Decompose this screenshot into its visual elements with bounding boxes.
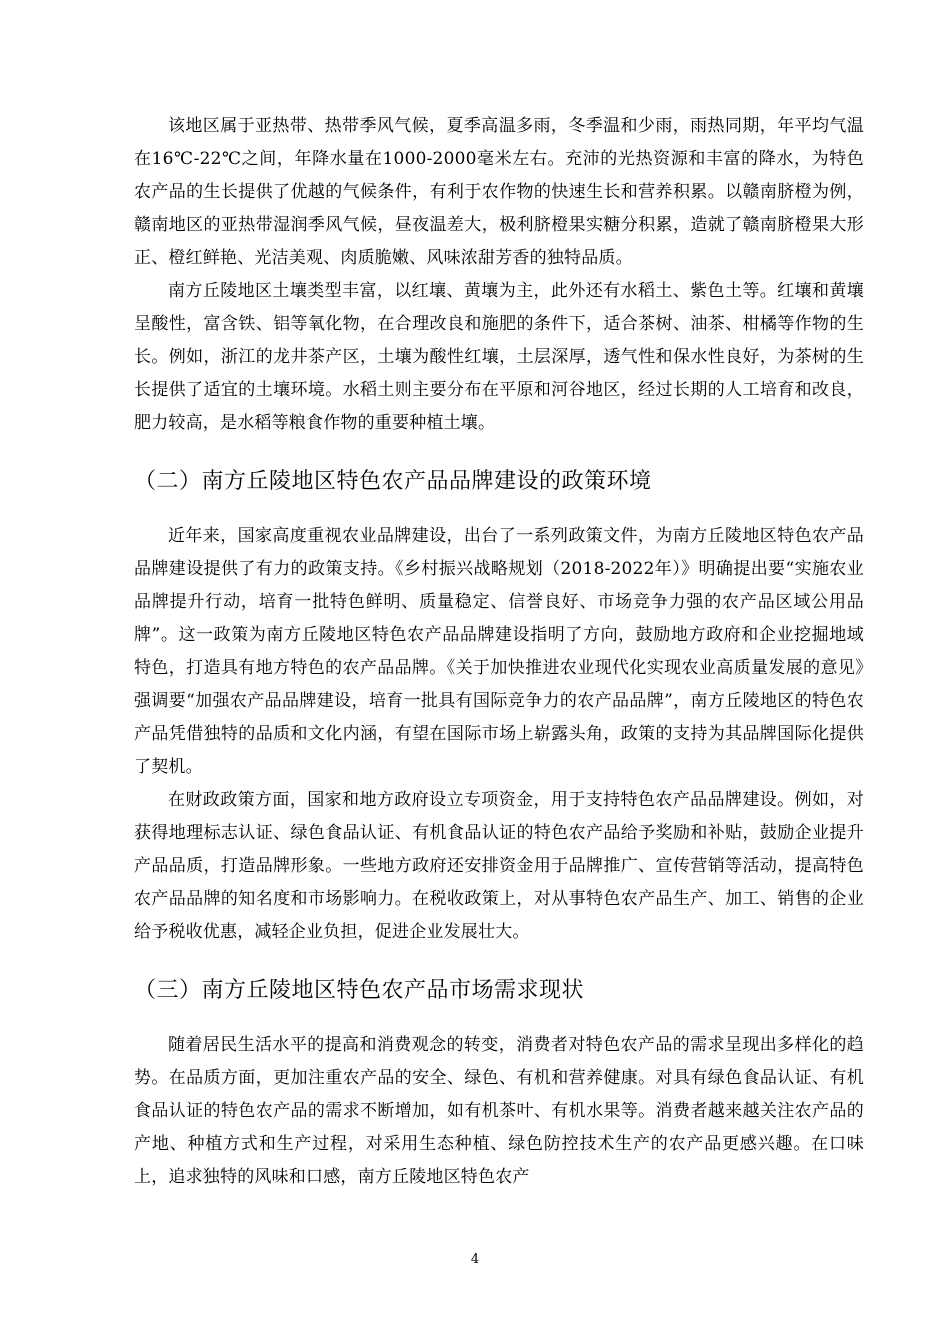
body-paragraph: 近年来，国家高度重视农业品牌建设，出台了一系列政策文件，为南方丘陵地区特色农产品品牌建设提供了有力的政策支持。《乡村振兴战略规划（2018-2022年）》明确提出要“实施农业品牌提升行动，培育一批特色鲜明、质量稳定、信誉良好、市场竞争力强的农产品区域公用品牌”。这一政策为南方丘陵地区特色农产品品牌建设指明了方向，鼓励地方政府和企业挖掘地域特色，打造具有地方特色的农产品品牌。《关于加快推进农业现代化实现农业高质量发展的意见》强调要“加强农产品品牌建设，培育一批具有国际竞争力的农产品品牌”，南方丘陵地区的特色农产品凭借独特的品质和文化内涵，有望在国际市场上崭露头角，政策的支持为其品牌国际化提供了契机。	[134, 526, 864, 777]
body-paragraph: 随着居民生活水平的提高和消费观念的转变，消费者对特色农产品的需求呈现出多样化的趋势。在品质方面，更加注重农产品的安全、绿色、有机和营养健康。对具有绿色食品认证、有机食品认证的特色农产品的需求不断增加，如有机茶叶、有机水果等。消费者越来越关注农产品的产地、种植方式和生产过程，对采用生态种植、绿色防控技术生产的农产品更感兴趣。在口味上，追求独特的风味和口感，南方丘陵地区特色农产	[134, 1035, 864, 1187]
body-paragraph: 南方丘陵地区土壤类型丰富，以红壤、黄壤为主，此外还有水稻土、紫色土等。红壤和黄壤呈酸性，富含铁、铝等氧化物，在合理改良和施肥的条件下，适合茶树、油茶、柑橘等作物的生长。例如，浙江的龙井茶产区，土壤为酸性红壤，土层深厚，透气性和保水性良好，为茶树的生长提供了适宜的土壤环境。水稻土则主要分布在平原和河谷地区，经过长期的人工培育和改良，肥力较高，是水稻等粮食作物的重要种植土壤。	[134, 281, 864, 433]
page-content	[134, 110, 864, 1194]
body-paragraph: 在财政政策方面，国家和地方政府设立专项资金，用于支持特色农产品品牌建设。例如，对获得地理标志认证、绿色食品认证、有机食品认证的特色农产品给予奖励和补贴，鼓励企业提升产品品质，打造品牌形象。一些地方政府还安排资金用于品牌推广、宣传营销等活动，提高特色农产品品牌的知名度和市场影响力。在税收政策上，对从事特色农产品生产、加工、销售的企业给予税收优惠，减轻企业负担，促进企业发展壮大。	[134, 790, 864, 942]
body-paragraph: 该地区属于亚热带、热带季风气候，夏季高温多雨，冬季温和少雨，雨热同期，年平均气温在16℃-22℃之间，年降水量在1000-2000毫米左右。充沛的光热资源和丰富的降水，为特色农产品的生长提供了优越的气候条件，有利于农作物的快速生长和营养积累。以赣南脐橙为例，赣南地区的亚热带湿润季风气候，昼夜温差大，极利脐橙果实糖分积累，造就了赣南脐橙果大形正、橙红鲜艳、光洁美观、肉质脆嫩、风味浓甜芳香的独特品质。	[134, 116, 864, 268]
section-heading: （二）南方丘陵地区特色农产品品牌建设的政策环境	[134, 469, 652, 494]
section-heading: （三）南方丘陵地区特色农产品市场需求现状	[134, 978, 585, 1003]
page-number: 4	[470, 1252, 480, 1267]
